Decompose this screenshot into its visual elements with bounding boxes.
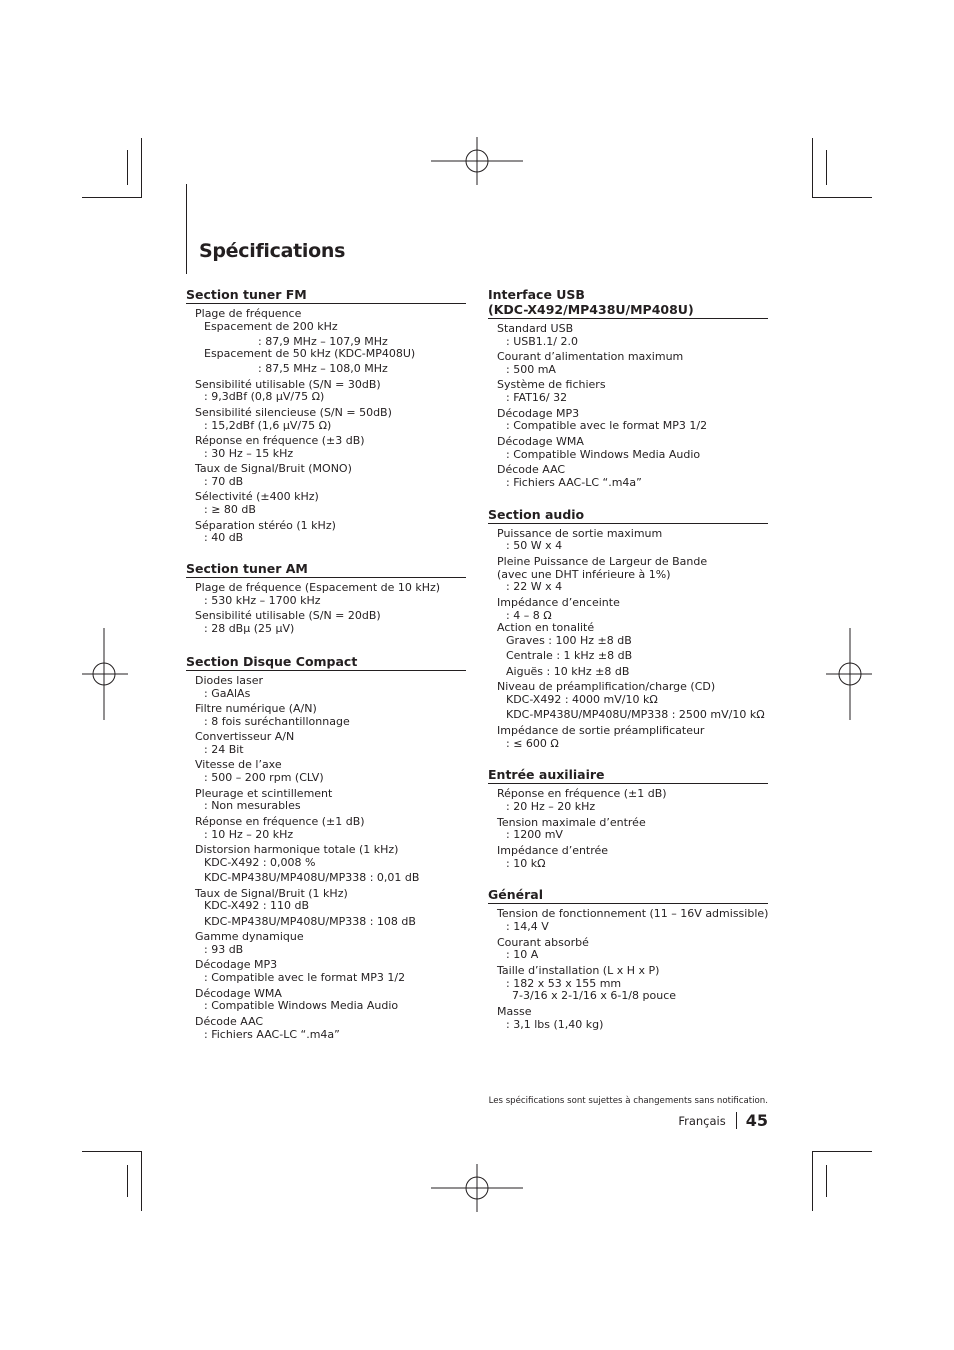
folio-divider [736, 1112, 737, 1129]
spec-value: : GaAlAs [204, 686, 251, 700]
spec-label: Réponse en fréquence (±1 dB) [497, 787, 667, 801]
registration-mark-right-icon [826, 628, 872, 720]
left-column [186, 287, 466, 1041]
section-heading-text: Section audio [488, 506, 585, 522]
spec-label: Tension de fonctionnement (11 – 16V admissible) [497, 907, 769, 921]
spec-label: Courant d’alimentation maximum [497, 350, 684, 364]
spec-value: KDC-MP438U/MP408U/MP338 : 2500 mV/10 kΩ [506, 708, 765, 722]
spec-label: Niveau de préamplification/charge (CD) [497, 680, 716, 694]
spec-label: Décodage WMA [195, 986, 282, 1000]
spec-value: Aiguës : 10 kHz ±8 dB [506, 664, 630, 678]
spec-label: Décodage WMA [497, 434, 584, 448]
registration-mark-top-icon [431, 137, 523, 185]
section-heading-text: Section Disque Compact [186, 653, 358, 669]
spec-label: Système de fichiers [497, 378, 606, 392]
spec-label: Pleine Puissance de Largeur de Bande [497, 554, 708, 568]
section-heading [488, 887, 768, 904]
spec-value: : 14,4 V [506, 920, 549, 934]
spec-label: (avec une DHT inférieure à 1%) [497, 567, 671, 581]
right-column [488, 287, 768, 1031]
spec-value: KDC-X492 : 4000 mV/10 kΩ [506, 693, 658, 707]
spec-value: : ≤ 600 Ω [506, 736, 559, 750]
page-title: Spécifications [199, 240, 346, 262]
section-heading [488, 287, 768, 319]
spec-label: Distorsion harmonique totale (1 kHz) [195, 843, 399, 857]
spec-label: Courant absorbé [497, 935, 589, 949]
spec-value: : Compatible avec le format MP3 1/2 [204, 971, 406, 985]
spec-label: Filtre numérique (A/N) [195, 702, 317, 716]
spec-value: : 500 – 200 rpm (CLV) [204, 771, 324, 785]
section-heading [186, 654, 466, 671]
spec-value: : 10 kΩ [506, 856, 546, 870]
spec-value: KDC-X492 : 110 dB [204, 899, 310, 913]
spec-label: Taux de Signal/Bruit (MONO) [195, 462, 352, 476]
spec-value: : 9,3dBf (0,8 μV/75 Ω) [204, 390, 325, 404]
spec-label: Diodes laser [195, 673, 264, 687]
spec-section [186, 654, 466, 1041]
spec-list [488, 528, 768, 751]
spec-value: : 22 W x 4 [506, 580, 563, 594]
spec-label: Plage de fréquence [195, 307, 302, 320]
spec-value: : 40 dB [204, 531, 244, 545]
spec-value: Centrale : 1 kHz ±8 dB [506, 649, 633, 663]
registration-mark-bottom-icon [431, 1164, 523, 1212]
spec-label: Taux de Signal/Bruit (1 kHz) [195, 886, 348, 900]
spec-label: Puissance de sortie maximum [497, 526, 663, 540]
spec-label: Plage de fréquence (Espacement de 10 kHz) [195, 581, 441, 595]
spec-label: Vitesse de l’axe [195, 758, 282, 772]
spec-label: Gamme dynamique [195, 930, 304, 944]
spec-list [186, 582, 466, 636]
spec-value: : 4 – 8 Ω [506, 608, 552, 622]
spec-value: : 3,1 lbs (1,40 kg) [506, 1017, 604, 1031]
spec-value: : 30 Hz – 15 kHz [204, 446, 294, 460]
spec-value: : 530 kHz – 1700 kHz [204, 593, 321, 607]
spec-value: : Compatible avec le format MP3 1/2 [506, 419, 708, 433]
spec-label: Sélectivité (±400 kHz) [195, 490, 319, 504]
spec-label: Décode AAC [497, 462, 566, 476]
spec-label: Décode AAC [195, 1014, 264, 1028]
section-heading-text: Section tuner AM [186, 561, 308, 577]
language-label: Français [678, 1113, 726, 1128]
spec-value: : USB1.1/ 2.0 [506, 334, 578, 348]
spec-value: : 93 dB [204, 942, 244, 956]
spec-section [186, 287, 466, 545]
spec-section [186, 561, 466, 636]
spec-section [488, 507, 768, 751]
spec-label: Taille d’installation (L x H x P) [497, 963, 660, 977]
spec-section [488, 767, 768, 870]
section-heading-subtext: (KDC-X492/MP438U/MP408U) [488, 302, 694, 317]
spec-label: Séparation stéréo (1 kHz) [195, 518, 336, 532]
spec-label: Sensibilité utilisable (S/N = 20dB) [195, 609, 381, 623]
spec-value: KDC-MP438U/MP408U/MP338 : 108 dB [204, 914, 416, 928]
spec-value: : 10 A [506, 948, 539, 962]
spec-label: Standard USB [497, 322, 574, 335]
spec-list [488, 323, 768, 490]
registration-mark-left-icon [82, 628, 128, 720]
spec-section [488, 887, 768, 1031]
spec-value: Espacement de 200 kHz [204, 319, 338, 333]
spec-value: : 15,2dBf (1,6 μV/75 Ω) [204, 418, 332, 432]
spec-label: Impédance de sortie préamplificateur [497, 723, 705, 737]
spec-value: : Fichiers AAC-LC “.m4a” [204, 1027, 340, 1041]
spec-value: : ≥ 80 dB [204, 503, 256, 517]
spec-value: KDC-X492 : 0,008 % [204, 855, 316, 869]
spec-value: : 182 x 53 x 155 mm [506, 976, 622, 990]
spec-list [488, 908, 768, 1031]
spec-value: Graves : 100 Hz ±8 dB [506, 634, 632, 648]
footer-note: Les spécifications sont sujettes à changements sans notification. [488, 1096, 768, 1106]
spec-label: Tension maximale d’entrée [497, 815, 646, 829]
spec-section [488, 287, 768, 490]
section-heading [488, 767, 768, 784]
spec-label: Pleurage et scintillement [195, 786, 333, 800]
spec-label: Réponse en fréquence (±1 dB) [195, 814, 365, 828]
spec-value: : 87,5 MHz – 108,0 MHz [258, 362, 388, 376]
spec-value: : 87,9 MHz – 107,9 MHz [258, 334, 388, 348]
spec-label: Réponse en fréquence (±3 dB) [195, 433, 365, 447]
spec-value: 7-3/16 x 2-1/16 x 6-1/8 pouce [512, 989, 677, 1003]
spec-label: Sensibilité silencieuse (S/N = 50dB) [195, 405, 392, 419]
spec-value: : Non mesurables [204, 799, 301, 813]
spec-value: KDC-MP438U/MP408U/MP338 : 0,01 dB [204, 871, 420, 885]
spec-value: : 10 Hz – 20 kHz [204, 827, 294, 841]
section-heading [186, 287, 466, 304]
spec-value: : FAT16/ 32 [506, 391, 568, 405]
spec-value: : Compatible Windows Media Audio [204, 999, 399, 1013]
spec-label: Décodage MP3 [497, 406, 580, 420]
spec-value: : 1200 mV [506, 828, 563, 842]
page-folio [678, 1111, 768, 1130]
section-heading-text: Général [488, 887, 543, 903]
spec-value: : Fichiers AAC-LC “.m4a” [506, 475, 642, 489]
spec-list [186, 308, 466, 545]
spec-value: : 28 dBμ (25 μV) [204, 622, 295, 636]
spec-label: Impédance d’entrée [497, 843, 609, 857]
spec-value: : Compatible Windows Media Audio [506, 447, 701, 461]
spec-value: : 8 fois suréchantillonnage [204, 714, 350, 728]
section-heading [186, 561, 466, 578]
page-number: 45 [745, 1111, 768, 1130]
section-heading-text: Interface USB [488, 287, 585, 302]
spec-value: : 24 Bit [204, 743, 244, 757]
spec-label: Décodage MP3 [195, 958, 278, 972]
section-heading [488, 507, 768, 524]
spec-label: Impédance d’enceinte [497, 595, 620, 609]
spec-label: Sensibilité utilisable (S/N = 30dB) [195, 377, 381, 391]
section-heading-text: Entrée auxiliaire [488, 767, 605, 783]
spec-value: : 50 W x 4 [506, 539, 563, 553]
spec-value: : 70 dB [204, 474, 244, 488]
title-rule [186, 184, 187, 274]
spec-list [186, 675, 466, 1041]
spec-value: Espacement de 50 kHz (KDC-MP408U) [204, 347, 416, 361]
spec-label: Convertisseur A/N [195, 730, 295, 744]
spec-value: : 500 mA [506, 362, 556, 376]
section-heading-text: Section tuner FM [186, 287, 307, 302]
spec-label: Action en tonalité [497, 621, 595, 635]
spec-label: Masse [497, 1004, 532, 1018]
spec-list [488, 788, 768, 870]
spec-value: : 20 Hz – 20 kHz [506, 800, 596, 814]
